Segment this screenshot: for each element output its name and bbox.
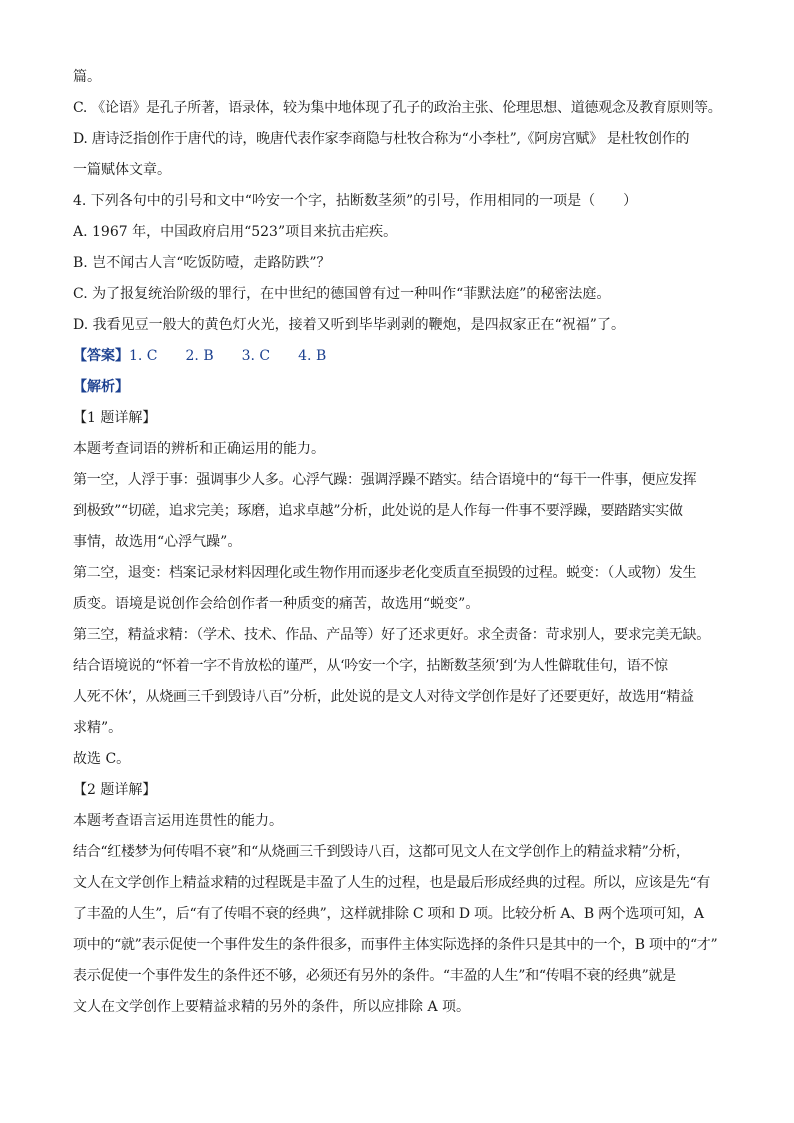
option-d: D. 我看见豆一般大的黄色灯火光，接着又听到毕毕剥剥的鞭炮，是四叔家正在“祝福”了。 [73,317,625,333]
text-line: 到极致”“切磋，追求完美；琢磨，追求卓越”分析，此处说的是人作每一件事不要浮躁，要踏踏实实做 [73,503,683,519]
text-line: 文人在文学创作上要精益求精的另外的条件，所以应排除 A 项。 [73,999,471,1015]
section-heading: 【2 题详解】 [73,782,157,798]
text-line: 了丰盈的人生”，后“有了传唱不衰的经典”，这样就排除 C 项和 D 项。比较分析 A、B 两个选项可知，A [73,906,704,922]
option-c: C. 为了报复统治阶级的罪行，在中世纪的德国曾有过一种叫作“菲默法庭”的秘密法庭。 [73,286,611,302]
option-c: C. 《论语》是孔子所著，语录体，较为集中地体现了孔子的政治主张、伦理思想、道德观念及教育原则等。 [73,100,722,116]
analysis-label: 【解析】 [73,379,129,395]
text-line: 质变。语境是说创作会给创作者一种质变的痛苦，故选用“蜕变”。 [73,596,480,612]
text-line: 表示促使一个事件发生的条件还不够，必须还有另外的条件。“丰盈的人生”和“传唱不衰的经典”就是 [73,968,676,984]
section-heading: 【1 题详解】 [73,410,157,426]
text-line: 人死不休’，从烧画三千到毁诗八百”分析，此处说的是文人对待文学创作是好了还要更好，故选用“精益 [73,689,694,705]
text-line: 第二空，退变：档案记录材料因理化或生物作用而逐步老化变质直至损毁的过程。蜕变：（人或物）发生 [73,565,697,581]
answer-text: 1. C 2. B 3. C 4. B [129,348,327,364]
text-line: 结合语境说的“怀着一字不肯放松的谨严，从‘吟安一个字，拈断数茎须’到‘为人性僻耽佳句，语不惊 [73,658,668,674]
option-b: B. 岂不闻古人言“吃饭防噎，走路防跌”？ [73,255,331,271]
text-line: 一篇赋体文章。 [73,162,171,178]
analysis-line [73,372,723,403]
text-line: 事情，故选用“心浮气躁”。 [73,534,242,550]
option-a: A. 1967 年，中国政府启用“523”项目来抗击疟疾。 [73,224,398,240]
text-line: 本题考查语言运用连贯性的能力。 [73,813,283,829]
text-line: 篇。 [73,69,101,85]
answer-label: 【答案】 [73,348,129,364]
text-line: 文人在文学创作上精益求精的过程既是丰盈了人生的过程，也是最后形成经典的过程。所以，应该是先“有 [73,875,711,891]
text-line: 第三空，精益求精：（学术、技术、作品、产品等）好了还求更好。求全责备：苛求别人，要求完美无缺。 [73,627,710,643]
text-line: 故选 C。 [73,751,131,767]
text-line: 项中的“就”表示促使一个事件发生的条件很多，而事件主体实际选择的条件只是其中的一个，B 项中的“才” [73,937,718,953]
answer-line [73,341,723,372]
text-line: 求精”。 [73,720,123,736]
option-d: D. 唐诗泛指创作于唐代的诗，晚唐代表作家李商隐与杜牧合称为“小李杜”,《阿房宫赋》 是杜牧创作的 [73,131,690,147]
question-4: 4. 下列各句中的引号和文中“吟安一个字，拈断数茎须”的引号，作用相同的一项是（ ） [73,193,638,209]
text-line: 结合“红楼梦为何传唱不衰”和“从烧画三千到毁诗八百，这都可见文人在文学创作上的精益求精”分析， [73,844,690,860]
text-line: 第一空，人浮于事：强调事少人多。心浮气躁：强调浮躁不踏实。结合语境中的“每干一件事，便应发挥 [73,472,697,488]
document-body [73,62,723,1023]
text-line: 本题考查词语的辨析和正确运用的能力。 [73,441,325,457]
